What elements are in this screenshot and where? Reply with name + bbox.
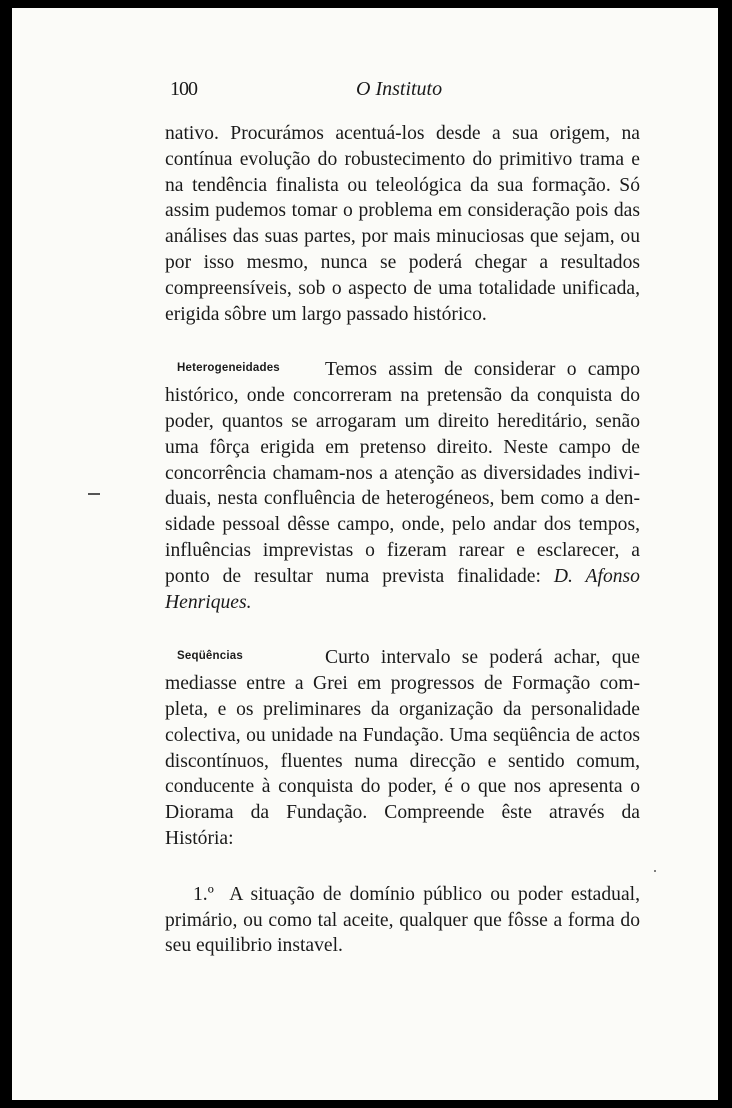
item-number: 1.º — [193, 883, 214, 905]
page-body — [165, 121, 640, 959]
section-sequencias — [165, 645, 640, 851]
paragraph-continuation: nativo. Procurámos acentuá-los desde a sua origem, na contínua evolução do robustecimento do primitivo trama e na tendência finalista ou teleológica da sua formação. Só assim pudemos tomar o problema em consideração pois das análises das suas partes, por mais minuciosas que sejam, ou por isso mesmo, nunca se poderá chegar a resultados compreensíveis, sob o aspecto de uma totalidade unificada, erigida sôbre um largo passado histórico. — [165, 123, 640, 325]
section-text: Temos assim de considerar o campo histórico, onde concorreram na pretensão da conquista do poder, quantos se arrogaram um direito hereditário, senão uma fôrça erigida em pretenso direito. Neste campo de concorrência chamam-nos a atenção as diversidades indivi-duais, nesta confluência de heterogéneos, bem como a den-sidade pessoal dêsse campo, onde, pelo andar dos tempos, influências imprevistas o fizeram rarear e esclarecer, a ponto de resultar numa prevista finalidade: — [165, 359, 640, 587]
margin-mark — [88, 493, 100, 495]
running-title: O Instituto — [356, 78, 443, 100]
section-text: Curto intervalo se poderá achar, que mediasse entre a Grei em progressos de Formação com-pleta, e os preliminares da organização da personalidade colectiva, ou unidade na Fundação. Uma seqüência de actos discontínuos, fluentes numa direcção e sentido comum, conducente à conquista do poder, é o que nos apresenta o Diorama da Fundação. Compreende êste através da História: — [165, 647, 640, 849]
sidenote-heading: Seqüências — [177, 650, 243, 663]
section-heterogeneidades — [165, 357, 640, 615]
numbered-item — [165, 882, 640, 959]
section-italic-text: D. Afonso Henriques. — [165, 565, 640, 613]
item-paragraph — [165, 882, 640, 959]
item-text: A situação de domínio público ou poder estadual, primário, ou como tal aceite, qualquer que fôsse a forma do seu equilibrio instavel. — [165, 883, 641, 957]
speck-mark — [654, 870, 656, 872]
page-header — [170, 78, 650, 102]
book-page — [12, 8, 718, 1100]
section-paragraph — [165, 645, 640, 851]
section-paragraph — [165, 357, 640, 615]
sidenote-heading: Heterogeneidades — [177, 362, 280, 375]
page-number: 100 — [170, 78, 197, 100]
